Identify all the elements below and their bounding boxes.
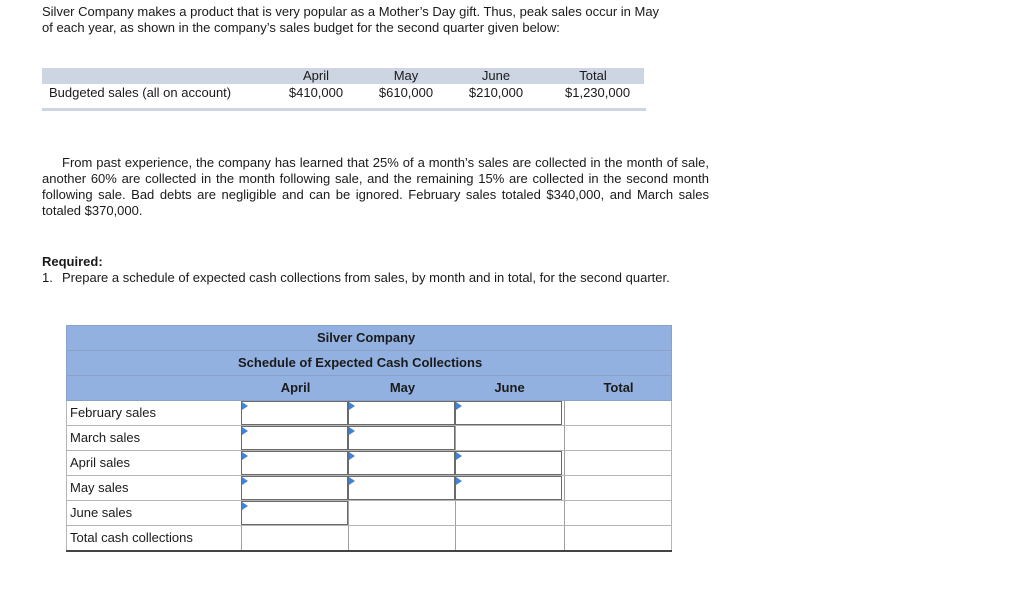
input-april-april[interactable] — [241, 451, 348, 475]
requirement-text: Prepare a schedule of expected cash collections from sales, by month and in total, for the second quarter. — [62, 270, 670, 285]
row-right-edge — [671, 426, 672, 450]
row-label-february: February sales — [66, 401, 238, 425]
schedule-company-name: Silver Company — [317, 330, 416, 345]
row-label-march: March sales — [66, 426, 238, 450]
row-right-edge — [671, 451, 672, 475]
schedule-row-march — [66, 426, 672, 451]
cell-march-total — [564, 426, 671, 450]
input-june-april[interactable] — [241, 501, 348, 525]
row-right-edge — [671, 526, 672, 550]
budget-value-june: $210,000 — [468, 85, 524, 100]
row-label-may: May sales — [66, 476, 238, 500]
schedule-col-total: Total — [603, 380, 634, 395]
cell-total-total — [564, 526, 671, 550]
input-february-may[interactable] — [348, 401, 455, 425]
budget-value-may: $610,000 — [378, 85, 434, 100]
past-experience-text: From past experience, the company has learned that 25% of a month’s sales are collected in the month of sale, another 60% are collected in the month following sale, and the remaining 15% are collected in the second month following sale. Bad debts are negligible and can be ignored. February sales totaled $340,000, and March sales totaled $370,000. — [42, 155, 709, 218]
budget-col-april: April — [302, 68, 329, 83]
intro-line-2: of each year, as shown in the company’s sales budget for the second quarter given below: — [42, 20, 560, 35]
schedule-row-may — [66, 476, 672, 501]
input-february-april[interactable] — [241, 401, 348, 425]
requirement-1 — [42, 270, 709, 286]
budget-col-june: June — [481, 68, 511, 83]
input-april-may[interactable] — [348, 451, 455, 475]
input-may-june[interactable] — [455, 476, 562, 500]
cell-april-total — [564, 451, 671, 475]
past-experience-paragraph — [42, 155, 709, 219]
requirement-number: 1. — [42, 270, 53, 285]
input-march-april[interactable] — [241, 426, 348, 450]
input-may-may[interactable] — [348, 476, 455, 500]
schedule-column-header-band — [66, 375, 672, 401]
cell-may-total — [564, 476, 671, 500]
budget-col-may: May — [393, 68, 419, 83]
input-may-april[interactable] — [241, 476, 348, 500]
cell-june-june — [455, 501, 562, 525]
schedule-row-april — [66, 451, 672, 476]
schedule-col-may: May — [389, 380, 416, 395]
schedule-title-band — [66, 350, 672, 375]
budget-col-total: Total — [579, 68, 607, 83]
schedule-company-band — [66, 325, 672, 350]
cash-collections-schedule — [66, 325, 672, 552]
budget-value-april: $410,000 — [288, 85, 344, 100]
budget-value-total: $1,230,000 — [565, 85, 631, 100]
budget-row-label: Budgeted sales (all on account) — [49, 85, 232, 100]
schedule-col-april: April — [280, 380, 311, 395]
row-right-edge — [671, 476, 672, 500]
required-heading: Required: — [42, 254, 103, 269]
row-label-june: June sales — [66, 501, 238, 525]
cell-march-june — [455, 426, 562, 450]
row-label-april: April sales — [66, 451, 238, 475]
input-march-may[interactable] — [348, 426, 455, 450]
cell-june-total — [564, 501, 671, 525]
schedule-col-june: June — [494, 380, 525, 395]
intro-paragraph — [42, 4, 709, 36]
cell-total-april — [241, 526, 348, 550]
cell-total-june — [455, 526, 562, 550]
schedule-row-total — [66, 526, 672, 552]
cell-total-may — [348, 526, 455, 550]
intro-line-1: Silver Company makes a product that is very popular as a Mother’s Day gift. Thus, peak sales occur in May — [42, 4, 660, 19]
input-april-june[interactable] — [455, 451, 562, 475]
row-label-total: Total cash collections — [66, 526, 238, 550]
budget-bottom-rule — [42, 108, 646, 111]
cell-june-may — [348, 501, 455, 525]
row-right-edge — [671, 501, 672, 525]
row-right-edge — [671, 401, 672, 425]
cell-february-total — [564, 401, 671, 425]
schedule-title: Schedule of Expected Cash Collections — [238, 355, 483, 370]
schedule-row-february — [66, 401, 672, 426]
schedule-row-june — [66, 501, 672, 526]
input-february-june[interactable] — [455, 401, 562, 425]
sales-budget-table — [42, 68, 646, 114]
